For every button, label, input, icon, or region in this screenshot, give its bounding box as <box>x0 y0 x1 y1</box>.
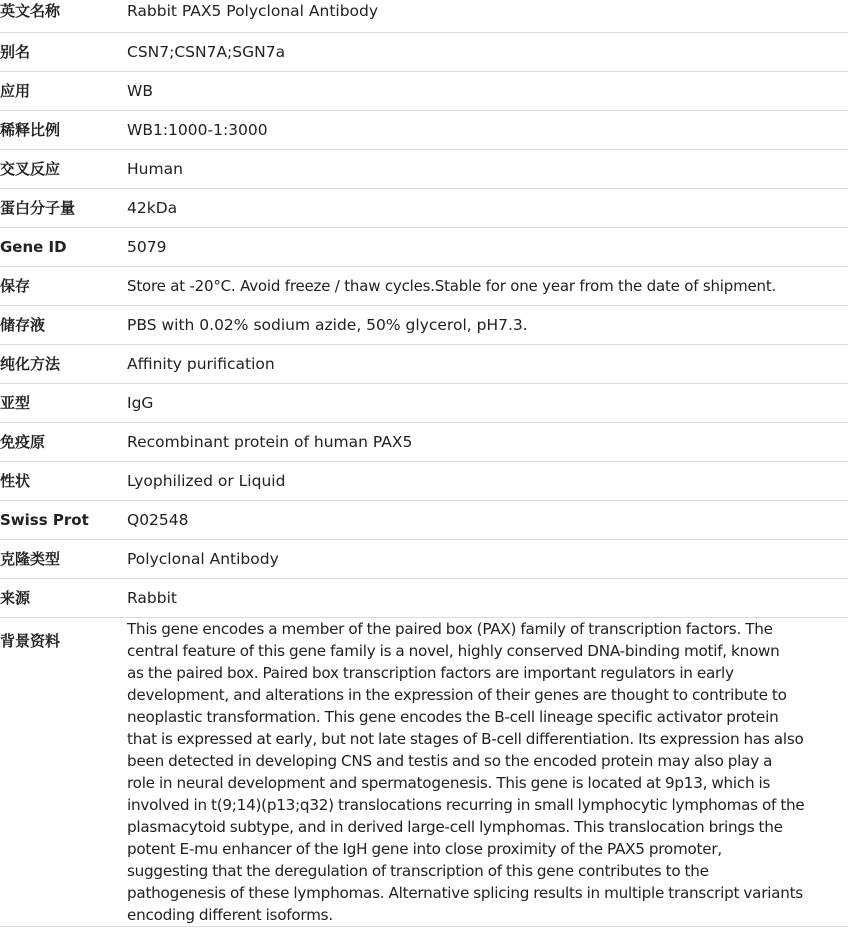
background-line: potent E-mu enhancer of the IgH gene into close proximity of the PAX5 promoter, <box>127 839 722 858</box>
row-value: Q02548 <box>127 510 189 529</box>
row-value: WB1:1000-1:3000 <box>127 120 268 139</box>
spec-row-english-name <box>0 0 848 32</box>
row-value: Rabbit <box>127 588 177 607</box>
background-line: that is expressed at early, but not late stages of B-cell differentiation. Its expression has also <box>127 729 804 748</box>
row-label: Swiss Prot <box>0 510 89 529</box>
background-line: suggesting that the deregulation of transcription of this gene contributes to the <box>127 861 709 880</box>
row-label: 蛋白分子量 <box>0 198 76 217</box>
row-label: 交叉反应 <box>0 159 61 178</box>
background-text <box>127 617 848 926</box>
row-value: Rabbit PAX5 Polyclonal Antibody <box>127 1 379 20</box>
row-label: 稀释比例 <box>0 120 61 139</box>
background-line: central feature of this gene family is a novel, highly conserved DNA-binding motif, known <box>127 641 780 660</box>
row-label: 背景资料 <box>0 631 61 650</box>
row-label: 克隆类型 <box>0 549 61 568</box>
background-line: This gene encodes a member of the paired box (PAX) family of transcription factors. The <box>127 619 773 638</box>
background-line: development, and alterations in the expression of their genes are thought to contribute to <box>127 685 787 704</box>
row-label: Gene ID <box>0 237 67 256</box>
spec-row-storage <box>0 266 848 305</box>
background-line: plasmacytoid subtype, and in derived large-cell lymphomas. This translocation brings the <box>127 817 783 836</box>
row-label: 储存液 <box>0 315 46 334</box>
row-label: 纯化方法 <box>0 354 61 373</box>
spec-row-form <box>0 461 848 500</box>
background-line: involved in t(9;14)(p13;q32) translocations recurring in small lymphocytic lymphomas of the <box>127 795 805 814</box>
row-value: Store at -20°C. Avoid freeze / thaw cycles.Stable for one year from the date of shipment. <box>127 276 777 295</box>
row-label: 免疫原 <box>0 432 46 451</box>
row-value: Affinity purification <box>127 354 275 373</box>
row-label: 应用 <box>0 81 31 100</box>
row-value: PBS with 0.02% sodium azide, 50% glycerol, pH7.3. <box>127 315 528 334</box>
spec-row-gene-id <box>0 227 848 266</box>
background-line: encoding different isoforms. <box>127 905 333 924</box>
background-line: as the paired box. Paired box transcription factors are important regulators in early <box>127 663 734 682</box>
row-value: CSN7;CSN7A;SGN7a <box>127 42 286 61</box>
spec-row-clonality <box>0 539 848 578</box>
spec-row-buffer <box>0 305 848 344</box>
row-value: 5079 <box>127 237 167 256</box>
spec-row-molecular-weight <box>0 188 848 227</box>
background-line: neoplastic transformation. This gene encodes the B-cell lineage specific activator protein <box>127 707 779 726</box>
spec-row-purification <box>0 344 848 383</box>
spec-row-isotype <box>0 383 848 422</box>
spec-row-immunogen <box>0 422 848 461</box>
row-value: Human <box>127 159 183 178</box>
row-value: IgG <box>127 393 154 412</box>
background-line: pathogenesis of these lymphomas. Alternative splicing results in multiple transcript variants <box>127 883 803 902</box>
row-label: 亚型 <box>0 393 31 412</box>
row-label: 性状 <box>0 471 31 490</box>
row-value: Recombinant protein of human PAX5 <box>127 432 413 451</box>
row-value: WB <box>127 81 153 100</box>
spec-row-application <box>0 71 848 110</box>
row-label: 英文名称 <box>0 1 61 20</box>
spec-row-dilution <box>0 110 848 149</box>
background-line: role in neural development and spermatogenesis. This gene is located at 9p13, which is <box>127 773 771 792</box>
row-label: 保存 <box>0 276 31 295</box>
background-line: been detected in developing CNS and testis and so the encoded protein may also play a <box>127 751 773 770</box>
row-label: 别名 <box>0 42 31 61</box>
spec-row-alias <box>0 32 848 71</box>
row-value: Polyclonal Antibody <box>127 549 279 568</box>
spec-row-swiss-prot <box>0 500 848 539</box>
row-value: Lyophilized or Liquid <box>127 471 286 490</box>
spec-row-host <box>0 578 848 617</box>
spec-row-reactivity <box>0 149 848 188</box>
spec-row-background <box>0 617 848 926</box>
row-value: 42kDa <box>127 198 178 217</box>
row-label: 来源 <box>0 588 31 607</box>
